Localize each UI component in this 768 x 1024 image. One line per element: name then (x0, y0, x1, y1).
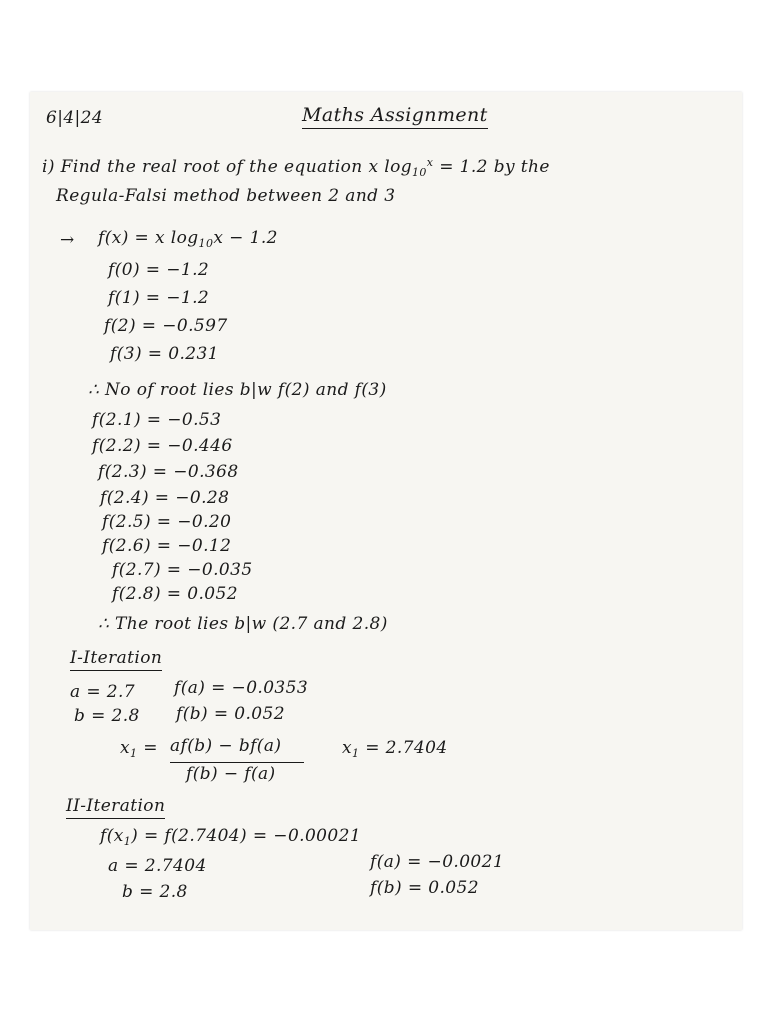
x1-result-symbol: x (342, 738, 352, 758)
iteration-2-fb: f(b) = 0.052 (370, 878, 479, 898)
table-row: f(2.8) = 0.052 (112, 584, 238, 604)
table-row: f(2.7) = −0.035 (112, 560, 253, 580)
x1-symbol: x (120, 738, 130, 758)
table-row: f(2.3) = −0.368 (98, 462, 239, 482)
iteration-1-fb: f(b) = 0.052 (176, 704, 285, 724)
question-line-2: Regula-Falsi method between 2 and 3 (56, 186, 396, 206)
iteration-1-a: a = 2.7 (70, 682, 136, 702)
fx1-subscript: 1 (123, 835, 132, 848)
iteration-2-a: a = 2.7404 (108, 856, 207, 876)
table-row: f(2.2) = −0.446 (92, 436, 233, 456)
iteration-2-fx1 (100, 826, 361, 848)
iteration-2-heading (66, 796, 165, 816)
x1-formula-label (120, 738, 158, 760)
x1-result-value: = 2.7404 (359, 738, 448, 758)
root-conclusion: ∴ No of root lies b|w f(2) and f(3) (88, 380, 387, 400)
page-title-text: Maths Assignment (302, 104, 488, 129)
question-line-1 (42, 156, 550, 179)
log-base: 10 (411, 166, 427, 179)
function-definition (98, 228, 278, 250)
iteration-2-heading-text: II-Iteration (66, 796, 165, 819)
date-text: 6|4|24 (46, 108, 104, 128)
fraction-bar (170, 762, 304, 763)
page-title (302, 104, 488, 126)
arrow-symbol: → (60, 230, 75, 250)
function-definition-text: f(x) = x log (98, 228, 199, 248)
value-f1: f(1) = −1.2 (108, 288, 210, 308)
iteration-1-fa: f(a) = −0.0353 (174, 678, 309, 698)
table-row: f(2.4) = −0.28 (100, 488, 230, 508)
iteration-2-fa: f(a) = −0.0021 (370, 852, 505, 872)
x1-result (342, 738, 448, 760)
value-f0: f(0) = −1.2 (108, 260, 210, 280)
iteration-1-b: b = 2.8 (74, 706, 140, 726)
formula-numerator: af(b) − bf(a) (170, 736, 282, 756)
fx1-value: ) = f(2.7404) = −0.00021 (131, 826, 362, 846)
fx1-text: f(x (100, 826, 124, 846)
iteration-2-b: b = 2.8 (122, 882, 188, 902)
x1-subscript: 1 (130, 747, 138, 760)
log-argument: x (426, 156, 434, 169)
table-row: f(2.6) = −0.12 (102, 536, 232, 556)
x1-equals: = (137, 738, 158, 758)
function-definition-end: x − 1.2 (213, 228, 278, 248)
x1-result-subscript: 1 (352, 747, 360, 760)
value-f3: f(3) = 0.231 (110, 344, 219, 364)
function-log-base: 10 (198, 237, 214, 250)
iteration-1-heading-text: I-Iteration (70, 648, 162, 671)
root-range: ∴ The root lies b|w (2.7 and 2.8) (98, 614, 388, 634)
value-f2: f(2) = −0.597 (104, 316, 228, 336)
question-line-1-end: = 1.2 by the (433, 157, 550, 177)
question-line-1-text: i) Find the real root of the equation x log (42, 157, 412, 177)
table-row: f(2.1) = −0.53 (92, 410, 222, 430)
table-row: f(2.5) = −0.20 (102, 512, 232, 532)
iteration-1-heading (70, 648, 162, 668)
formula-denominator: f(b) − f(a) (186, 764, 276, 784)
